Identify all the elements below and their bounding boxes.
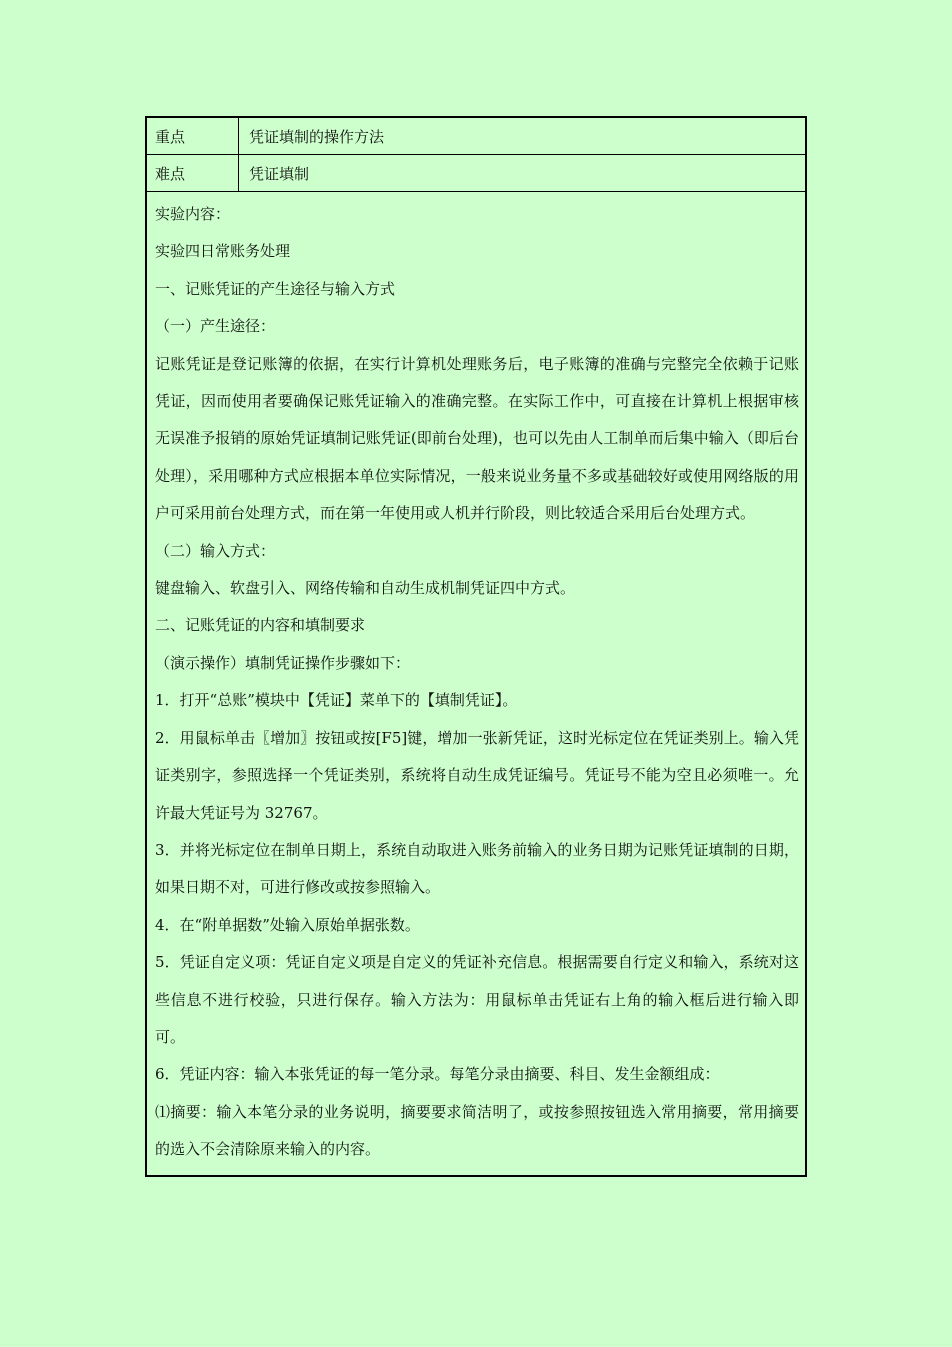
experiment-title: 实验四日常账务处理 [155, 242, 291, 261]
section2-title: 二、记账凭证的内容和填制要求 [155, 616, 366, 635]
sub2-body: 键盘输入、软盘引入、网络传输和自动生成机制凭证四中方式。 [155, 579, 576, 598]
difficulty-value: 凭证填制 [249, 164, 310, 183]
experiment-label: 实验内容： [155, 205, 231, 223]
step-4: 4．在“附单据数”处输入原始单据张数。 [155, 915, 420, 934]
table-row-key-point [147, 118, 805, 155]
key-point-label: 重点 [147, 118, 239, 154]
experiment-content [147, 192, 805, 1175]
demo-title: （演示操作）填制凭证操作步骤如下： [155, 653, 411, 672]
section1-title: 一、记账凭证的产生途径与输入方式 [155, 279, 396, 298]
sub1-body: 记账凭证是登记账簿的依据，在实行计算机处理账务后，电子账簿的准确与完整完全依赖于记账凭证，因而使用者要确保记账凭证输入的准确完整。在实际工作中，可直接在计算机上根据审核无误准予报销的原始凭证填制记账凭证(即前台处理)，也可以先由人工制单而后集中输入（即后台处理），采用哪种方式应根据本单位实际情况，一般来说业务量不多或基础较好或使用网络版的用户可采用前台处理方式，而在第一年使用或人机并行阶段，则比较适合采用后台处理方式。 [155, 354, 799, 523]
step-3: 3．并将光标定位在制单日期上，系统自动取进入账务前输入的业务日期为记账凭证填制的日期，如果日期不对，可进行修改或按参照输入。 [155, 840, 799, 897]
sub1-title: （一）产生途径： [155, 317, 276, 336]
step-6: 6．凭证内容：输入本张凭证的每一笔分录。每笔分录由摘要、科目、发生金额组成： [155, 1065, 720, 1084]
step-2: 2．用鼠标单击〖增加〗按钮或按[F5]键，增加一张新凭证，这时光标定位在凭证类别上。输入凭证类别字，参照选择一个凭证类别，系统将自动生成凭证编号。凭证号不能为空且必须唯一。允许最大凭证号为 32767。 [155, 728, 799, 822]
step-1: 1．打开“总账”模块中【凭证】菜单下的【填制凭证】。 [155, 691, 518, 710]
table-row-difficulty [147, 155, 805, 192]
difficulty-label: 难点 [147, 155, 239, 191]
key-point-value: 凭证填制的操作方法 [249, 127, 385, 146]
sub2-title: （二）输入方式： [155, 541, 276, 560]
step-5: 5．凭证自定义项：凭证自定义项是自定义的凭证补充信息。根据需要自行定义和输入，系统对这些信息不进行校验，只进行保存。输入方法为：用鼠标单击凭证右上角的输入框后进行输入即可。 [155, 953, 799, 1046]
step-6-1: ⑴摘要：输入本笔分录的业务说明，摘要要求简洁明了，或按参照按钮选入常用摘要，常用摘要的选入不会清除原来输入的内容。 [155, 1102, 799, 1159]
document-table [145, 116, 807, 1177]
